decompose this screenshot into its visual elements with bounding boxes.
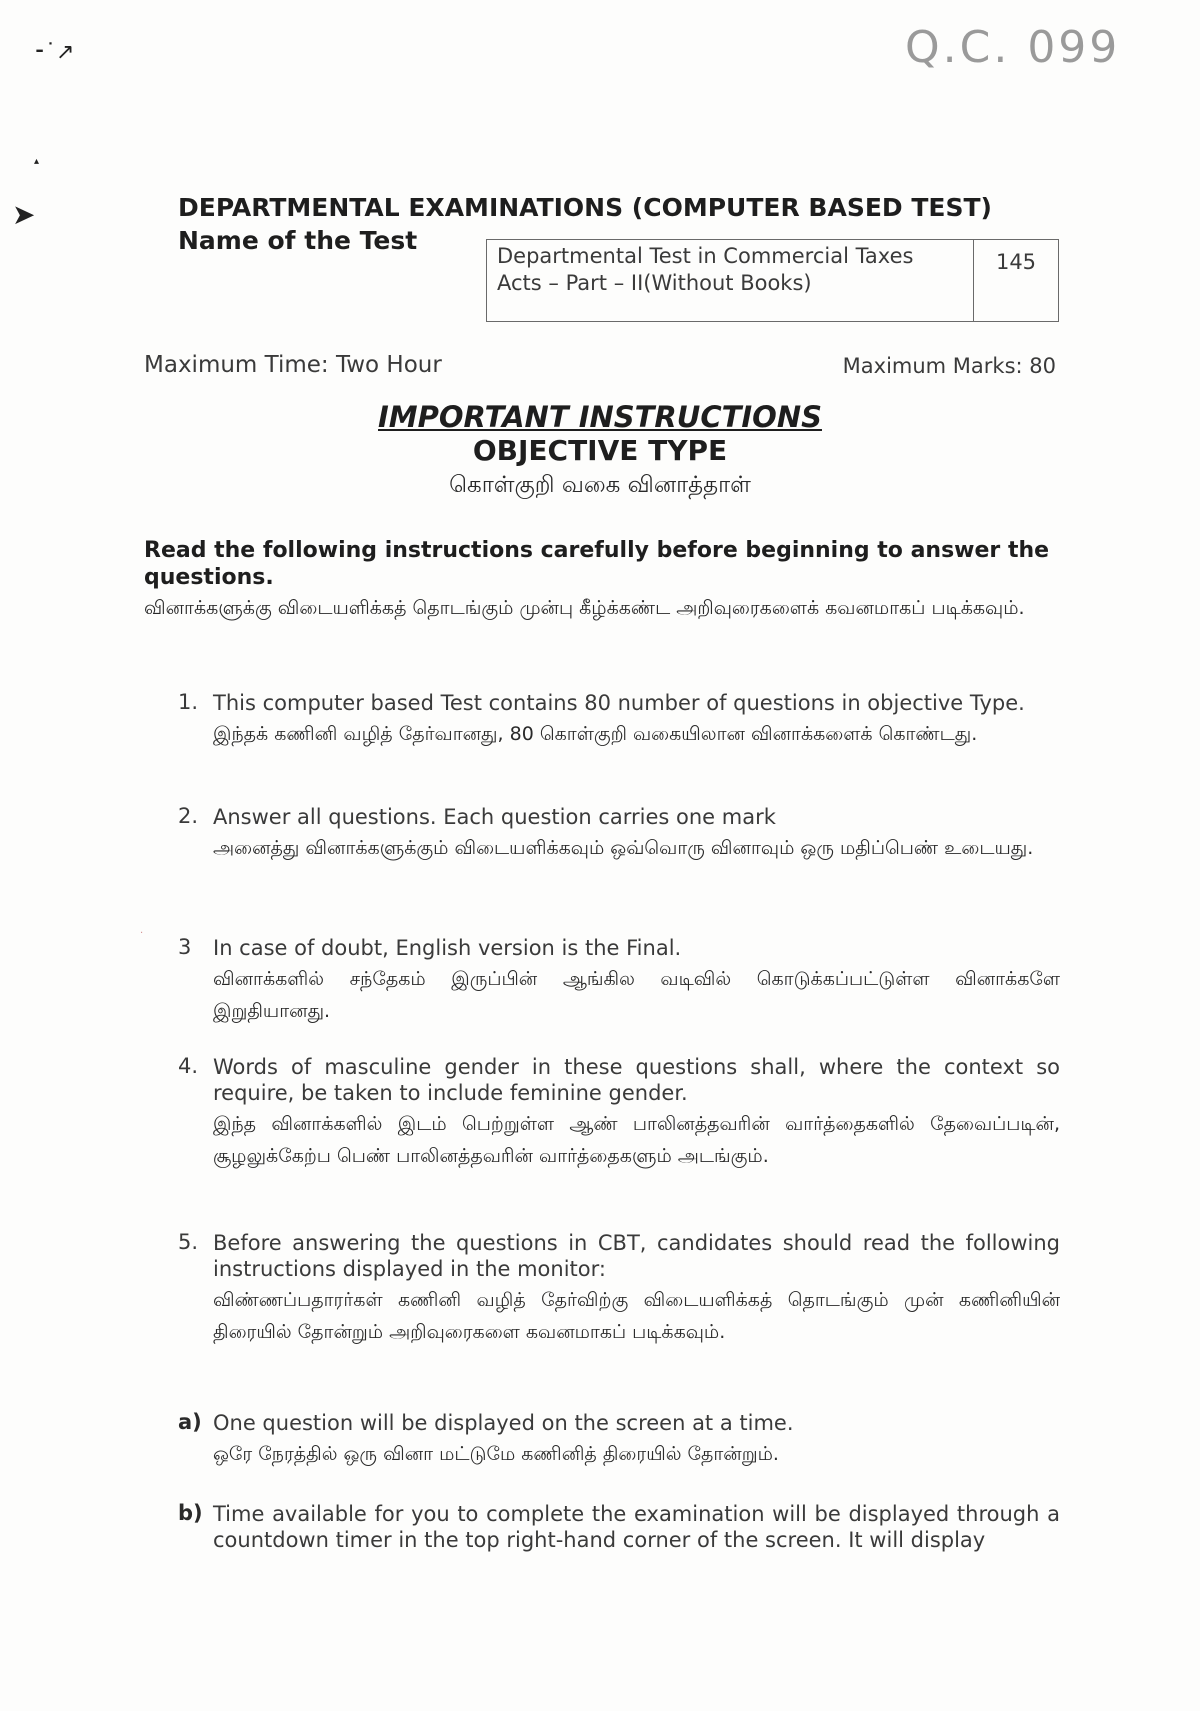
objective-type-heading-tamil: கொள்குறி வகை வினாத்தாள் bbox=[449, 472, 751, 498]
margin-mark: ➤ bbox=[12, 198, 36, 231]
instruction-item bbox=[178, 935, 1060, 1027]
instruction-number: 1. bbox=[178, 690, 199, 714]
intro-english: Read the following instructions carefully before beginning to answer the questions. bbox=[144, 538, 1050, 590]
instruction-english: One question will be displayed on the screen at a time. bbox=[213, 1411, 794, 1435]
instruction-english: Time available for you to complete the examination will be displayed through a countdown timer in the top right-hand corner of the screen. It will display bbox=[213, 1502, 1060, 1552]
instruction-letter: b) bbox=[178, 1501, 203, 1525]
instruction-number: 3 bbox=[178, 935, 192, 959]
max-time: Maximum Time: Two Hour bbox=[144, 352, 442, 378]
margin-mark: ⁃˙↗ bbox=[34, 40, 75, 65]
intro-tamil: வினாக்களுக்கு விடையளிக்கத் தொடங்கும் முன்பு கீழ்க்கண்ட அறிவுரைகளைக் கவனமாகப் படிக்கவும். bbox=[144, 597, 1025, 619]
test-name-cell: Departmental Test in Commercial Taxes Acts – Part – II(Without Books) bbox=[487, 240, 974, 321]
instruction-english: Answer all questions. Each question carries one mark bbox=[213, 805, 776, 829]
instruction-english: This computer based Test contains 80 number of questions in objective Type. bbox=[213, 691, 1025, 715]
test-name-table bbox=[486, 239, 1059, 322]
margin-mark: ▴ bbox=[34, 156, 40, 167]
handwritten-note: Q.C. 099 bbox=[905, 22, 1121, 73]
instruction-subitem bbox=[178, 1410, 1060, 1470]
instruction-subitem bbox=[178, 1501, 1060, 1553]
instruction-english: Words of masculine gender in these questions shall, where the context so require, be taken to include feminine gender. bbox=[213, 1055, 1060, 1105]
instruction-english: Before answering the questions in CBT, candidates should read the following instructions displayed in the monitor: bbox=[213, 1231, 1060, 1281]
instruction-number: 5. bbox=[178, 1230, 199, 1254]
instruction-letter: a) bbox=[178, 1410, 202, 1434]
instruction-tamil: அனைத்து வினாக்களுக்கும் விடையளிக்கவும் ஒவ்வொரு வினாவும் ஒரு மதிப்பெண் உடையது. bbox=[213, 837, 1034, 859]
instruction-item bbox=[178, 690, 1060, 750]
instruction-tamil: இந்தக் கணினி வழித் தேர்வானது, 80 கொள்குறி வகையிலான வினாக்களைக் கொண்டது. bbox=[213, 723, 978, 745]
margin-mark: · bbox=[140, 928, 144, 939]
instruction-item bbox=[178, 1054, 1060, 1172]
test-name-label: Name of the Test bbox=[178, 226, 418, 255]
instruction-tamil: வினாக்களில் சந்தேகம் இருப்பின் ஆங்கில வடிவில் கொடுக்கப்பட்டுள்ள வினாக்களே இறுதியானது. bbox=[213, 968, 1060, 1022]
instruction-number: 2. bbox=[178, 804, 199, 828]
objective-type-heading: OBJECTIVE TYPE bbox=[472, 434, 728, 467]
instruction-tamil: விண்ணப்பதாரர்கள் கணினி வழித் தேர்விற்கு விடையளிக்கத் தொடங்கும் முன் கணினியின் திரையில் தோன்றும் அறிவுரைகளை கவனமாகப் படிக்கவும். bbox=[213, 1289, 1060, 1343]
instruction-item bbox=[178, 804, 1060, 864]
max-marks: Maximum Marks: 80 bbox=[842, 354, 1056, 378]
instruction-tamil: இந்த வினாக்களில் இடம் பெற்றுள்ள ஆண் பாலினத்தவரின் வார்த்தைகளில் தேவைப்படின், சூழலுக்கேற்ப பெண் பாலினத்தவரின் வார்த்தைகளும் அடங்கும். bbox=[213, 1113, 1060, 1167]
page-title: DEPARTMENTAL EXAMINATIONS (COMPUTER BASED TEST) bbox=[178, 193, 992, 222]
instruction-english: In case of doubt, English version is the Final. bbox=[213, 936, 682, 960]
important-instructions-heading: IMPORTANT INSTRUCTIONS bbox=[378, 400, 822, 434]
test-code-cell: 145 bbox=[995, 250, 1037, 274]
instruction-item bbox=[178, 1230, 1060, 1348]
instruction-tamil: ஒரே நேரத்தில் ஒரு வினா மட்டுமே கணினித் திரையில் தோன்றும். bbox=[213, 1443, 779, 1465]
instruction-number: 4. bbox=[178, 1054, 199, 1078]
